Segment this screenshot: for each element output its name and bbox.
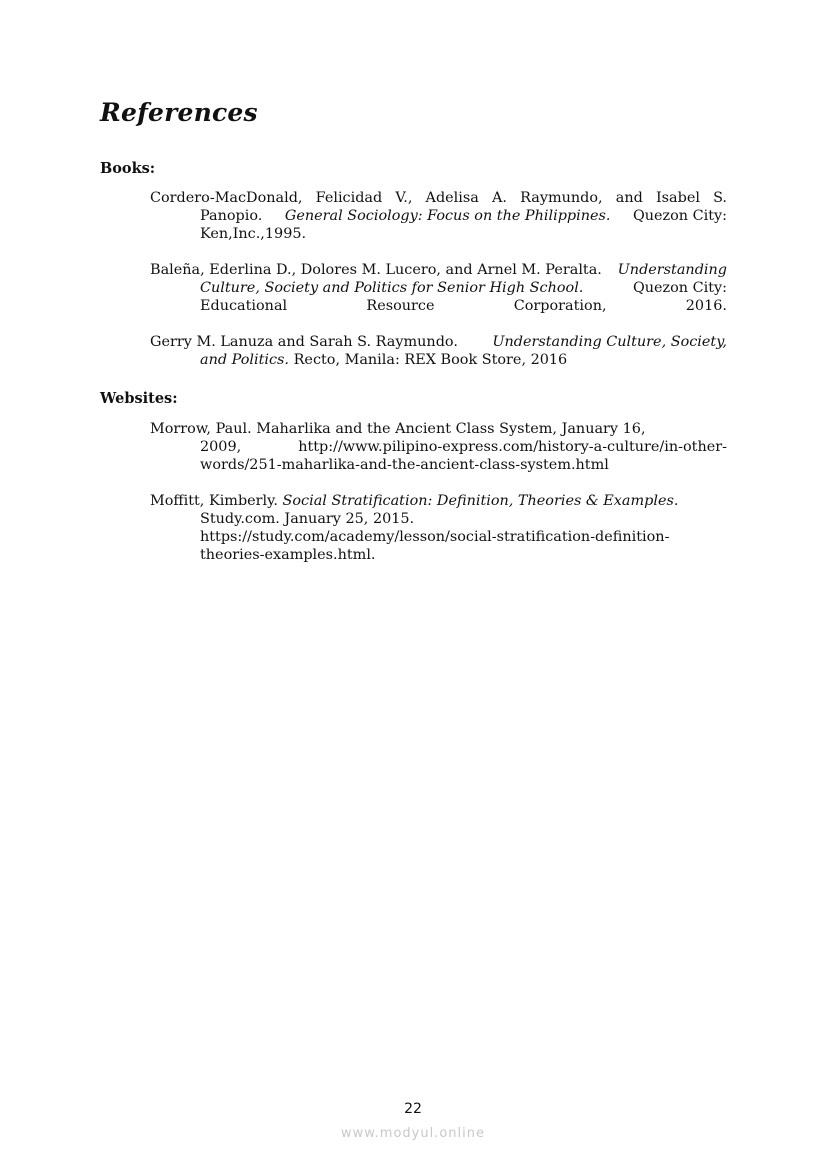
books-heading: Books: <box>100 160 156 177</box>
reference-line: Moffitt, Kimberly. Social Stratification: Definition, Theories & Examples. <box>150 493 679 509</box>
article-title: Social Stratification: Definition, Theories & Examples <box>282 493 674 509</box>
reference-line: Educational Resource Corporation, 2016. <box>200 298 727 314</box>
watermark: www.modyul.online <box>340 1126 486 1141</box>
reference-line: Study.com. January 25, 2015. <box>200 511 415 527</box>
reference-line: Baleña, Ederlina D., Dolores M. Lucero, and Arnel M. Peralta. Understanding <box>150 262 727 278</box>
reference-line: 2009, http://www.pilipino-express.com/history-a-culture/in-other- <box>200 439 727 455</box>
websites-heading: Websites: <box>100 390 178 407</box>
reference-line: Gerry M. Lanuza and Sarah S. Raymundo. Understanding Culture, Society, <box>150 334 727 350</box>
book-title: Understanding <box>617 262 727 278</box>
website-reference-2 <box>150 492 727 564</box>
reference-line: Cordero-MacDonald, Felicidad V., Adelisa A. Raymundo, and Isabel S. <box>150 190 727 206</box>
website-reference-1 <box>150 420 727 474</box>
book-title: Culture, Society and Politics for Senior High School. <box>200 280 584 296</box>
reference-line: Morrow, Paul. Maharlika and the Ancient Class System, January 16, <box>150 421 646 437</box>
reference-line: Culture, Society and Politics for Senior High School. Quezon City: <box>200 280 727 296</box>
book-reference-1 <box>150 189 727 243</box>
website-url: https://study.com/academy/lesson/social-stratification-definition- <box>200 529 670 545</box>
website-url: theories-examples.html. <box>200 547 376 563</box>
book-reference-2 <box>150 261 727 315</box>
page-title: References <box>100 98 258 127</box>
book-title: General Sociology: Focus on the Philippines. <box>284 208 611 224</box>
website-url: words/251-maharlika-and-the-ancient-class-system.html <box>200 457 609 473</box>
reference-line: and Politics. Recto, Manila: REX Book Store, 2016 <box>200 352 568 368</box>
book-title: and Politics. <box>200 352 290 368</box>
page-number: 22 <box>404 1101 422 1117</box>
book-title: Understanding Culture, Society, <box>492 334 727 350</box>
reference-line: Ken,Inc.,1995. <box>200 226 307 242</box>
website-url: http://www.pilipino-express.com/history-a-culture/in-other- <box>298 439 727 455</box>
book-reference-3 <box>150 333 727 369</box>
reference-line: Panopio. General Sociology: Focus on the Philippines. Quezon City: <box>200 208 727 224</box>
